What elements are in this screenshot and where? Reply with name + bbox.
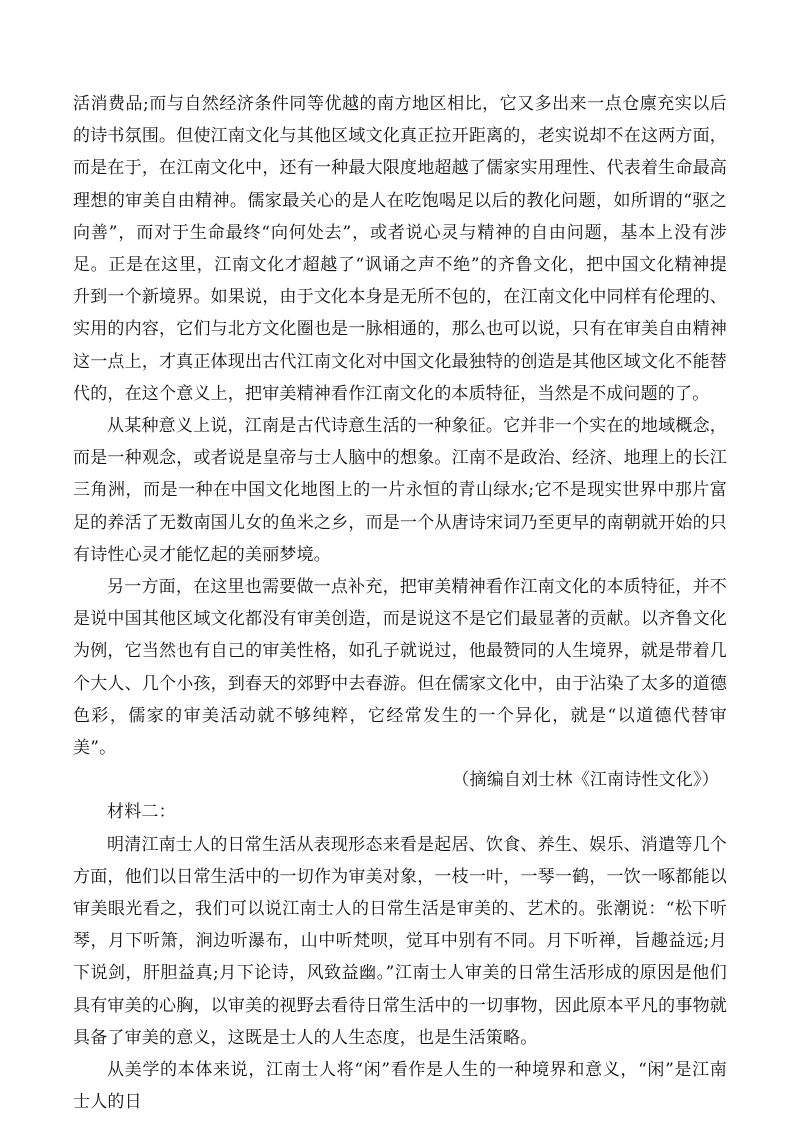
paragraph-supplement: 另一方面，在这里也需要做一点补充，把审美精神看作江南文化的本质特征，并不是说中国其他区域文化都没有审美创造，而是说这不是它们最显著的贡献。以齐鲁文化为例，它当然也有自己的审美性格，如孔子就说过，他最赞同的人生境界，就是带着几个大人、几个小孩，到春天的郊野中去春游。但在儒家文化中，由于沾染了太多的道德色彩，儒家的审美活动就不够纯粹，它经常发生的一个异化，就是“以道德代替审美”。 bbox=[73, 577, 727, 759]
document-body bbox=[73, 88, 727, 1119]
paragraph-continuation: 活消费品;而与自然经济条件同等优越的南方地区相比，它又多出来一点仓廪充实以后的诗书氛围。但使江南文化与其他区域文化真正拉开距离的，老实说却不在这两方面，而是在于，在江南文化中，还有一种最大限度地超越了儒家实用理性、代表着生命最高理想的审美自由精神。儒家最关心的是人在吃饱喝足以后的教化问题，如所谓的“驱之向善”，而对于生命最终“向何处去”，或者说心灵与精神的自由问题，基本上没有涉足。正是在这里，江南文化才超越了“讽诵之声不绝”的齐鲁文化，把中国文化精神提升到一个新境界。如果说，由于文化本身是无所不包的，在江南文化中同样有伦理的、实用的内容，它们与北方文化圈也是一脉相通的，那么也可以说，只有在审美自由精神这一点上，才真正体现出古代江南文化对中国文化最独特的创造是其他区域文化不能替代的，在这个意义上，把审美精神看作江南文化的本质特征，当然是不成问题的了。 bbox=[73, 94, 727, 404]
section-label-material-two: 材料二： bbox=[107, 802, 176, 823]
source-citation: （摘编自刘士林《江南诗性文化》） bbox=[452, 770, 719, 791]
paragraph-jiangnan-symbol: 从某种意义上说，江南是古代诗意生活的一种象征。它并非一个实在的地域概念，而是一种观念，或者说是皇帝与士人脑中的想象。江南不是政治、经济、地理上的长江三角洲，而是一种在中国文化地图上的一片永恒的青山绿水;它不是现实世界中那片富足的养活了无数南国儿女的鱼米之乡，而是一个从唐诗宋词乃至更早的南朝就开始的只有诗性心灵才能忆起的美丽梦境。 bbox=[73, 416, 727, 565]
paragraph-daily-life: 明清江南士人的日常生活从表现形态来看是起居、饮食、养生、娱乐、消遣等几个方面，他们以日常生活中的一切作为审美对象，一枝一叶，一琴一鹤，一饮一啄都能以审美眼光看之，我们可以说江南士人的日常生活是审美的、艺术的。张潮说：“松下听琴，月下听箫，涧边听瀑布，山中听梵呗，觉耳中别有不同。月下听禅，旨趣益远;月下说剑，肝胆益真;月下论诗，风致益幽。”江南士人审美的日常生活形成的原因是他们具有审美的心胸，以审美的视野去看待日常生活中的一切事物，因此原本平凡的事物就具备了审美的意义，这既是士人的人生态度，也是生活策略。 bbox=[73, 834, 727, 1048]
paragraph-leisure: 从美学的本体来说，江南士人将“闲”看作是人生的一种境界和意义，“闲”是江南士人的日 bbox=[73, 1060, 727, 1113]
